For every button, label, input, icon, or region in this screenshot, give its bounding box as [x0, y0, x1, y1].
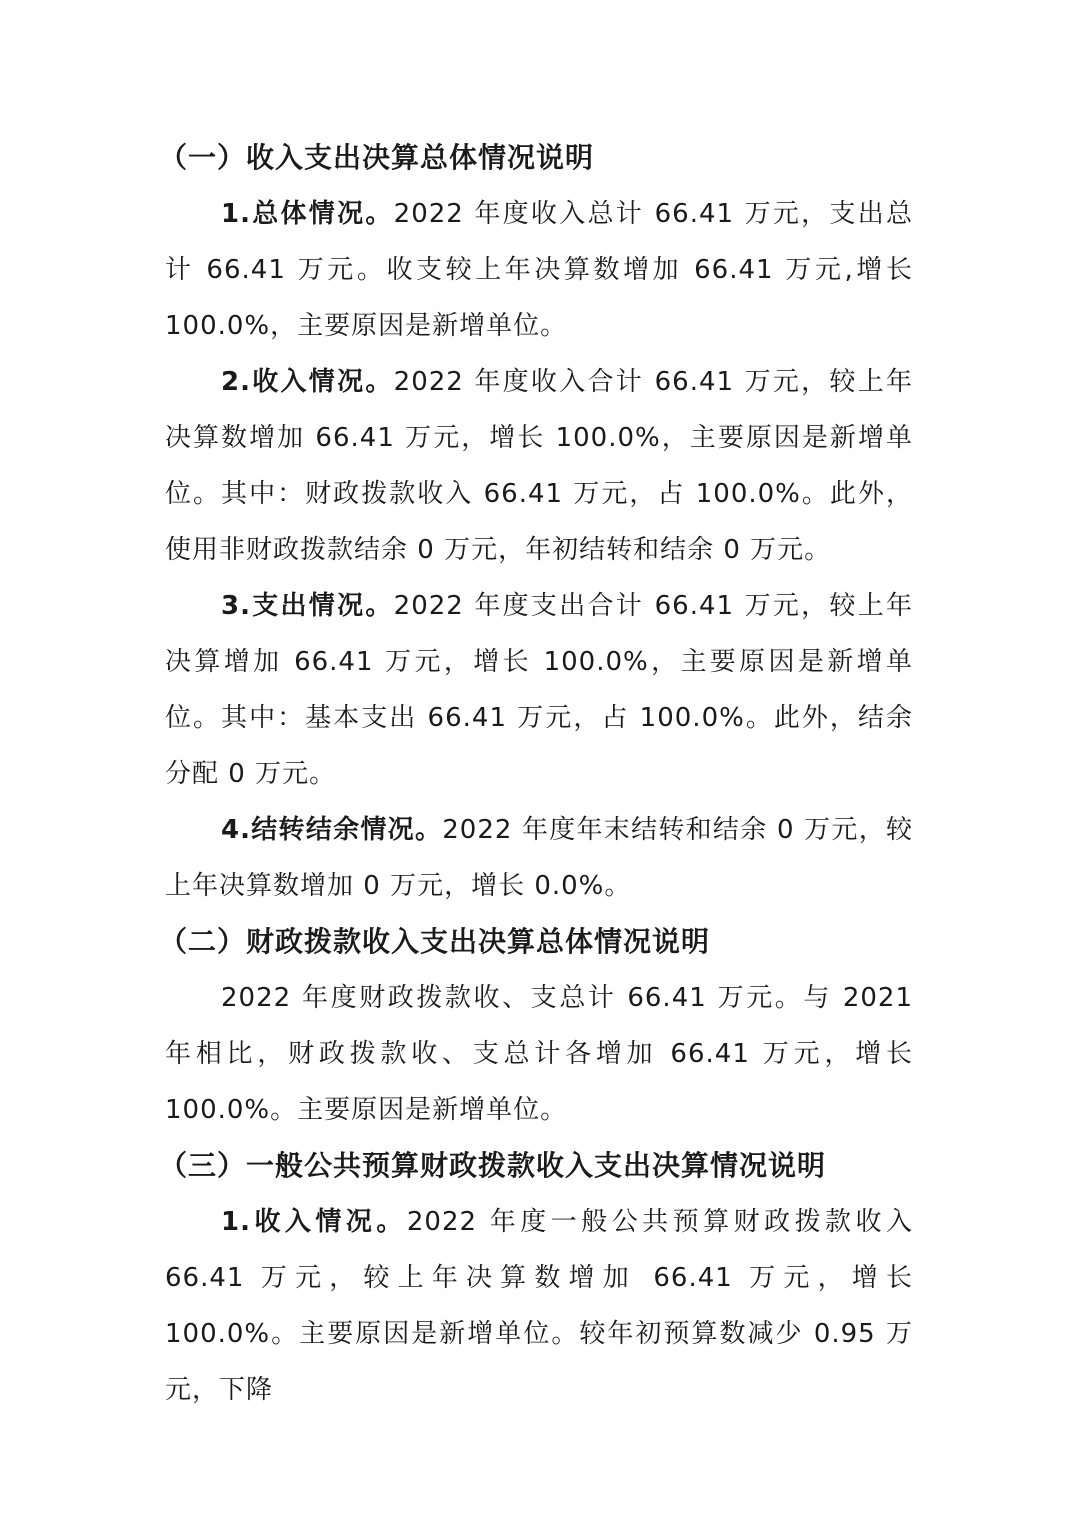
- paragraph-lead: 3.支出情况。: [221, 591, 394, 621]
- paragraph-text: 2022 年度收入总计 66.41 万元，支出总计 66.41 万元。收支较上年决算数增加 66.41 万元,增长 100.0%，主要原因是新增单位。: [165, 199, 913, 341]
- paragraph-text: 2022 年度财政拨款收、支总计 66.41 万元。与 2021 年相比，财政拨款收、支总计各增加 66.41 万元，增长 100.0%。主要原因是新增单位。: [165, 983, 913, 1125]
- paragraph-text: 2022 年度支出合计 66.41 万元，较上年决算增加 66.41 万元，增长 100.0%，主要原因是新增单位。其中：基本支出 66.41 万元，占 100.0%。此外，结余分配 0 万元。: [165, 591, 913, 789]
- paragraph-lead: 1.收入情况。: [221, 1207, 407, 1237]
- paragraph-expenditure: [165, 578, 913, 802]
- paragraph-overall: [165, 186, 913, 354]
- paragraph-lead: 1.总体情况。: [221, 199, 394, 229]
- document-body: [159, 130, 914, 1418]
- section-heading-1: （一）收入支出决算总体情况说明: [159, 141, 595, 174]
- paragraph-text: 2022 年度收入合计 66.41 万元，较上年决算数增加 66.41 万元，增长 100.0%，主要原因是新增单位。其中：财政拨款收入 66.41 万元，占 100.0%。此外，使用非财政拨款结余 0 万元，年初结转和结余 0 万元。: [165, 367, 913, 565]
- paragraph-income: [165, 354, 913, 578]
- section-heading-3: （三）一般公共预算财政拨款收入支出决算情况说明: [159, 1149, 827, 1182]
- paragraph-general-budget-income: [165, 1194, 913, 1418]
- paragraph-text: 2022 年度年末结转和结余 0 万元，较上年决算数增加 0 万元，增长 0.0%。: [165, 815, 913, 901]
- paragraph-fiscal-total: [165, 970, 913, 1138]
- paragraph-text: 2022 年度一般公共预算财政拨款收入 66.41 万元，较上年决算数增加 66.41 万元，增长 100.0%。主要原因是新增单位。较年初预算数减少 0.95 万元，下降: [165, 1207, 914, 1405]
- section-heading-2: （二）财政拨款收入支出决算总体情况说明: [159, 925, 711, 958]
- paragraph-lead: 4.结转结余情况。: [221, 815, 443, 845]
- paragraph-carryover: [165, 802, 913, 914]
- paragraph-lead: 2.收入情况。: [221, 367, 394, 397]
